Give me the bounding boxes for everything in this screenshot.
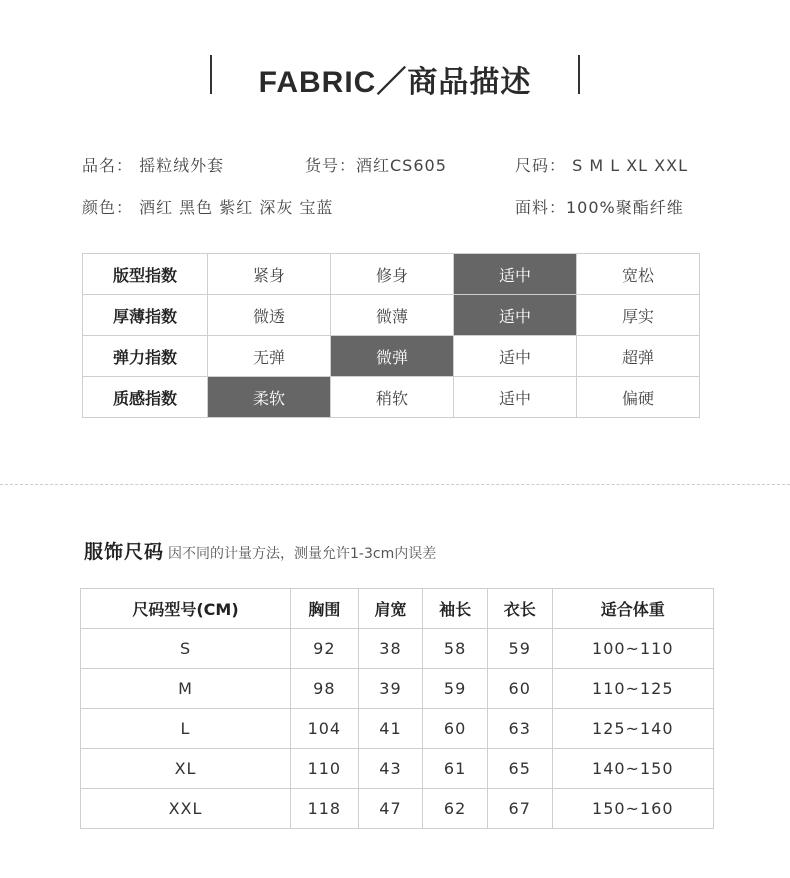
index-cell: 适中	[453, 336, 576, 377]
index-table	[82, 253, 700, 418]
color-list: 颜色： 酒红 黑色 紫红 深灰 宝蓝	[82, 198, 334, 217]
size-table-cell: 61	[423, 749, 488, 789]
size-table-cell: 39	[358, 669, 423, 709]
size-table-cell: 38	[358, 629, 423, 669]
size-table-row	[81, 789, 714, 829]
size-table-cell: S	[81, 629, 291, 669]
size-table-cell: 110	[291, 749, 359, 789]
size-table-cell: XL	[81, 749, 291, 789]
page-title: FABRIC／商品描述	[258, 66, 532, 99]
size-table-cell: 67	[487, 789, 552, 829]
index-cell: 超弹	[576, 336, 699, 377]
size-table-cell: 104	[291, 709, 359, 749]
product-name: 品名： 摇粒绒外套	[82, 156, 225, 175]
index-cell-selected: 适中	[453, 295, 576, 336]
index-row-header: 版型指数	[83, 254, 208, 295]
section-title	[210, 55, 580, 99]
index-row-header: 厚薄指数	[83, 295, 208, 336]
size-table-cell: 150~160	[552, 789, 713, 829]
size-table-cell: 43	[358, 749, 423, 789]
title-bar-right	[578, 55, 580, 94]
index-cell: 微薄	[330, 295, 453, 336]
size-table-cell: XXL	[81, 789, 291, 829]
size-table-cell: 118	[291, 789, 359, 829]
size-table-cell: 59	[423, 669, 488, 709]
index-row-header: 质感指数	[83, 377, 208, 418]
index-cell: 适中	[453, 377, 576, 418]
size-table-cell: 60	[423, 709, 488, 749]
size-table-row	[81, 629, 714, 669]
size-table-cell: L	[81, 709, 291, 749]
material: 面料：100%聚酯纤维	[515, 198, 684, 217]
size-table-cell: 63	[487, 709, 552, 749]
size-table-cell: 60	[487, 669, 552, 709]
size-table-cell: 125~140	[552, 709, 713, 749]
size-table-row	[81, 709, 714, 749]
size-table-row	[81, 749, 714, 789]
index-row	[83, 254, 700, 295]
index-cell: 紧身	[207, 254, 330, 295]
index-cell: 厚实	[576, 295, 699, 336]
size-table-header: 袖长	[423, 589, 488, 629]
size-list: 尺码： S M L XL XXL	[515, 156, 689, 175]
index-row	[83, 295, 700, 336]
size-table-header: 衣长	[487, 589, 552, 629]
size-table-cell: 140~150	[552, 749, 713, 789]
index-cell-selected: 适中	[453, 254, 576, 295]
size-table-header: 肩宽	[358, 589, 423, 629]
size-table-header: 尺码型号(CM)	[81, 589, 291, 629]
size-table-cell: 98	[291, 669, 359, 709]
size-table-cell: 65	[487, 749, 552, 789]
size-table-cell: M	[81, 669, 291, 709]
size-table-header: 适合体重	[552, 589, 713, 629]
index-row-header: 弹力指数	[83, 336, 208, 377]
index-row	[83, 336, 700, 377]
index-cell: 修身	[330, 254, 453, 295]
size-table-cell: 41	[358, 709, 423, 749]
size-section-note: 因不同的计量方法，测量允许1-3cm内误差	[168, 546, 437, 562]
size-table-cell: 59	[487, 629, 552, 669]
size-table-row	[81, 669, 714, 709]
index-cell-selected: 柔软	[207, 377, 330, 418]
size-table-cell: 62	[423, 789, 488, 829]
size-table-cell: 92	[291, 629, 359, 669]
size-table-header: 胸围	[291, 589, 359, 629]
size-table-cell: 58	[423, 629, 488, 669]
index-cell: 偏硬	[576, 377, 699, 418]
index-cell: 无弹	[207, 336, 330, 377]
size-table-cell: 110~125	[552, 669, 713, 709]
size-table-cell: 100~110	[552, 629, 713, 669]
item-number: 货号：酒红CS605	[305, 156, 447, 175]
index-cell-selected: 微弹	[330, 336, 453, 377]
index-row	[83, 377, 700, 418]
size-table	[80, 588, 714, 829]
dashed-divider	[0, 484, 790, 485]
index-cell: 微透	[207, 295, 330, 336]
index-cell: 稍软	[330, 377, 453, 418]
size-section-title: 服饰尺码	[84, 541, 165, 563]
size-table-header-row	[81, 589, 714, 629]
size-table-cell: 47	[358, 789, 423, 829]
size-section-heading	[84, 537, 436, 564]
index-cell: 宽松	[576, 254, 699, 295]
